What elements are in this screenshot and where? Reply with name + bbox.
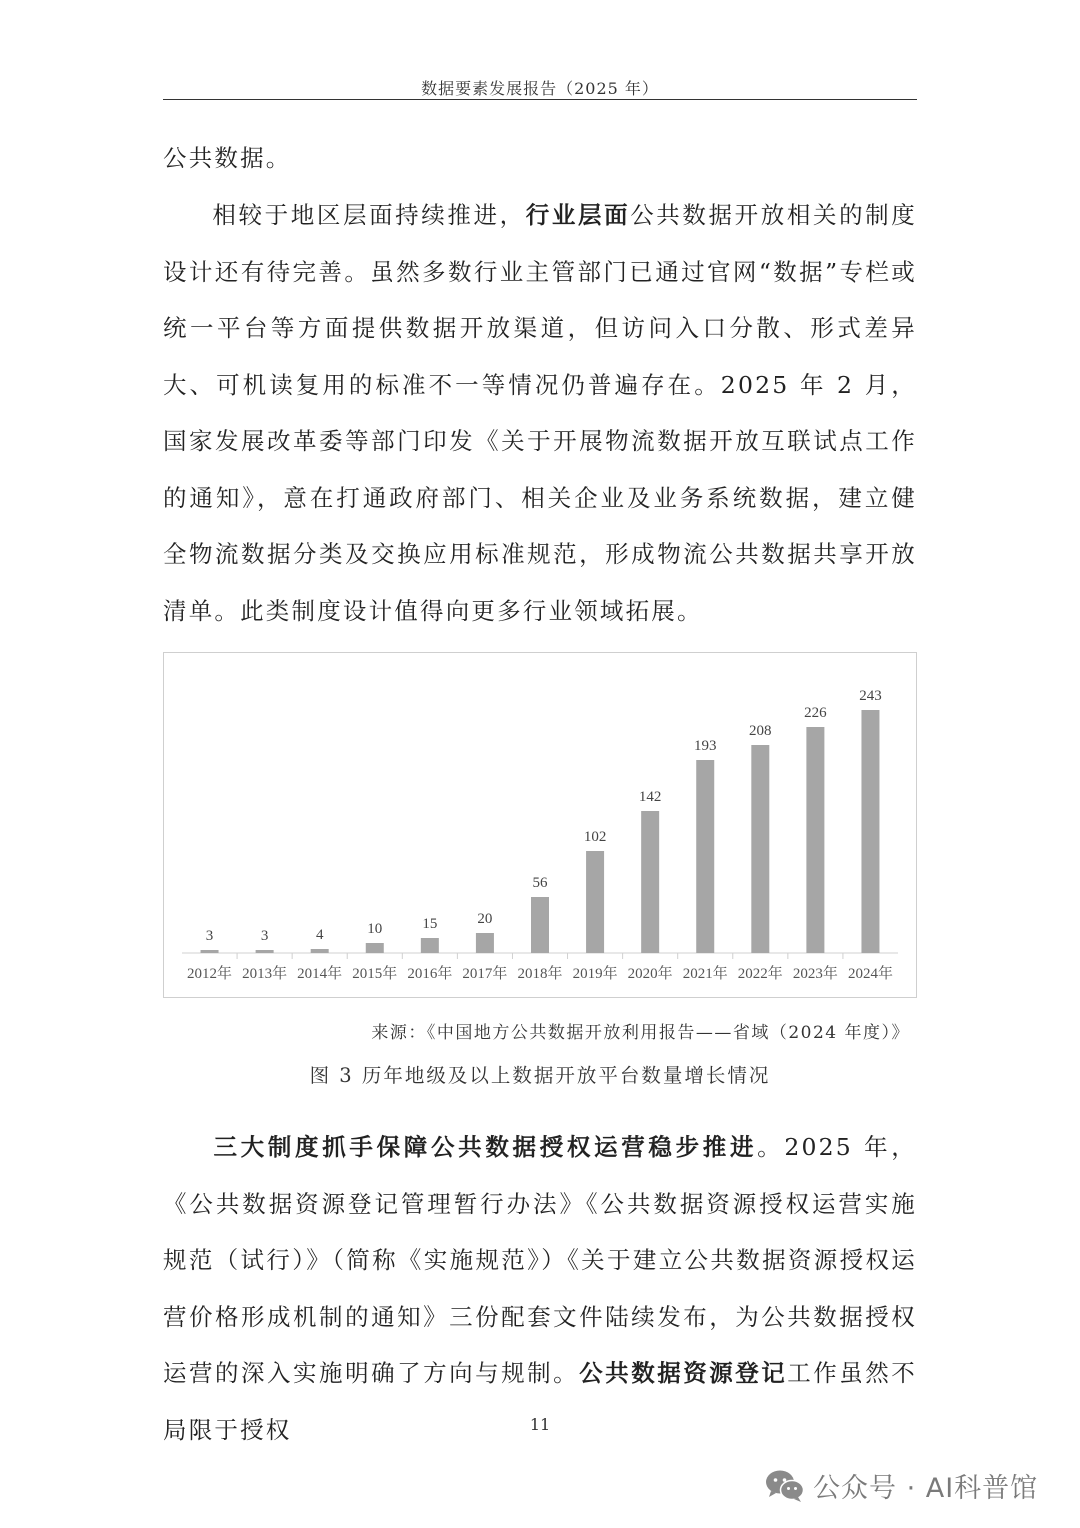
bar-chart — [163, 652, 917, 998]
header-rule — [163, 99, 917, 100]
bar — [476, 933, 494, 953]
data-label: 15 — [422, 916, 438, 932]
x-tick-label: 2021年 — [682, 966, 728, 982]
x-tick-label: 2019年 — [572, 966, 618, 982]
data-label: 142 — [638, 789, 662, 805]
watermark-text: 公众号 · AI科普馆 — [813, 1473, 1039, 1504]
x-tick-label: 2017年 — [462, 966, 508, 982]
data-label: 193 — [693, 738, 717, 754]
bar — [311, 949, 329, 953]
bar — [421, 938, 439, 953]
paragraph-3-emphasis-2: 公共数据资源登记 — [579, 1359, 788, 1387]
paragraph-2 — [163, 187, 917, 639]
bar — [201, 950, 219, 953]
x-tick-label: 2012年 — [187, 966, 233, 982]
paragraph-3 — [163, 1119, 917, 1458]
x-tick-label: 2014年 — [297, 966, 343, 982]
data-label: 3 — [260, 928, 269, 944]
x-tick-label: 2016年 — [407, 966, 453, 982]
paragraph-3-body: 。2025 年，《公共数据资源登记管理暂行办法》《公共数据资源授权运营实施规范（试行）》（简称《实施规范》）《关于建立公共数据资源授权运营价格形成机制的通知》三份配套文件陆续发布，为公共数据授权运营的深入实施明确了方向与规制。 — [163, 1133, 917, 1387]
data-label: 208 — [749, 723, 772, 739]
data-label: 4 — [315, 927, 324, 943]
paragraph-2-body: 公共数据开放相关的制度设计还有待完善。虽然多数行业主管部门已通过官网“数据”专栏或统一平台等方面提供数据开放渠道，但访问入口分散、形式差异大、可机读复用的标准不一等情况仍普遍存在。2025 年 2 月，国家发展改革委等部门印发《关于开展物流数据开放互联试点工作的通知》，意在打通政府部门、相关企业及业务系统数据，建立健全物流数据分类及交换应用标准规范，形成物流公共数据共享开放清单。此类制度设计值得向更多行业领域拓展。 — [163, 201, 917, 625]
x-tick-label: 2022年 — [737, 966, 783, 982]
x-tick-label: 2020年 — [627, 966, 673, 982]
paragraph-1 — [163, 130, 917, 187]
bar — [696, 760, 714, 953]
bar — [641, 811, 659, 953]
x-tick-label: 2013年 — [242, 966, 288, 982]
data-label: 3 — [205, 928, 214, 944]
data-label: 243 — [859, 688, 882, 704]
wechat-icon — [765, 1469, 805, 1503]
x-tick-label: 2023年 — [792, 966, 838, 982]
bar — [861, 710, 879, 953]
data-label: 102 — [583, 829, 607, 845]
running-header: 数据要素发展报告（2025 年） — [421, 79, 659, 98]
paragraph-2-lead: 相较于地区层面持续推进， — [212, 201, 526, 229]
x-tick-label: 2015年 — [352, 966, 398, 982]
x-tick-label: 2024年 — [847, 966, 893, 982]
data-label: 56 — [532, 875, 548, 891]
figure-caption: 图 3 历年地级及以上数据开放平台数量增长情况 — [309, 1064, 771, 1087]
paragraph-2-emphasis: 行业层面 — [525, 201, 631, 229]
data-label: 226 — [804, 705, 827, 721]
bar — [751, 745, 769, 953]
bar — [256, 950, 274, 953]
bar-chart-svg — [164, 653, 916, 997]
data-label: 10 — [367, 921, 383, 937]
watermark — [765, 1466, 1038, 1505]
page-number: 11 — [529, 1415, 551, 1434]
bar — [366, 943, 384, 953]
data-label: 20 — [477, 911, 493, 927]
bar — [586, 851, 604, 953]
paragraph-1-text: 公共数据。 — [163, 144, 292, 172]
paragraph-3-tail: 工作虽然不局限于授权 — [163, 1359, 918, 1444]
bar — [531, 897, 549, 953]
bar — [806, 727, 824, 953]
paragraph-3-emphasis: 三大制度抓手保障公共数据授权运营稳步推进 — [212, 1133, 758, 1161]
x-tick-label: 2018年 — [517, 966, 563, 982]
figure-source: 来源：《中国地方公共数据开放利用报告——省域（2024 年度）》 — [371, 1023, 910, 1043]
